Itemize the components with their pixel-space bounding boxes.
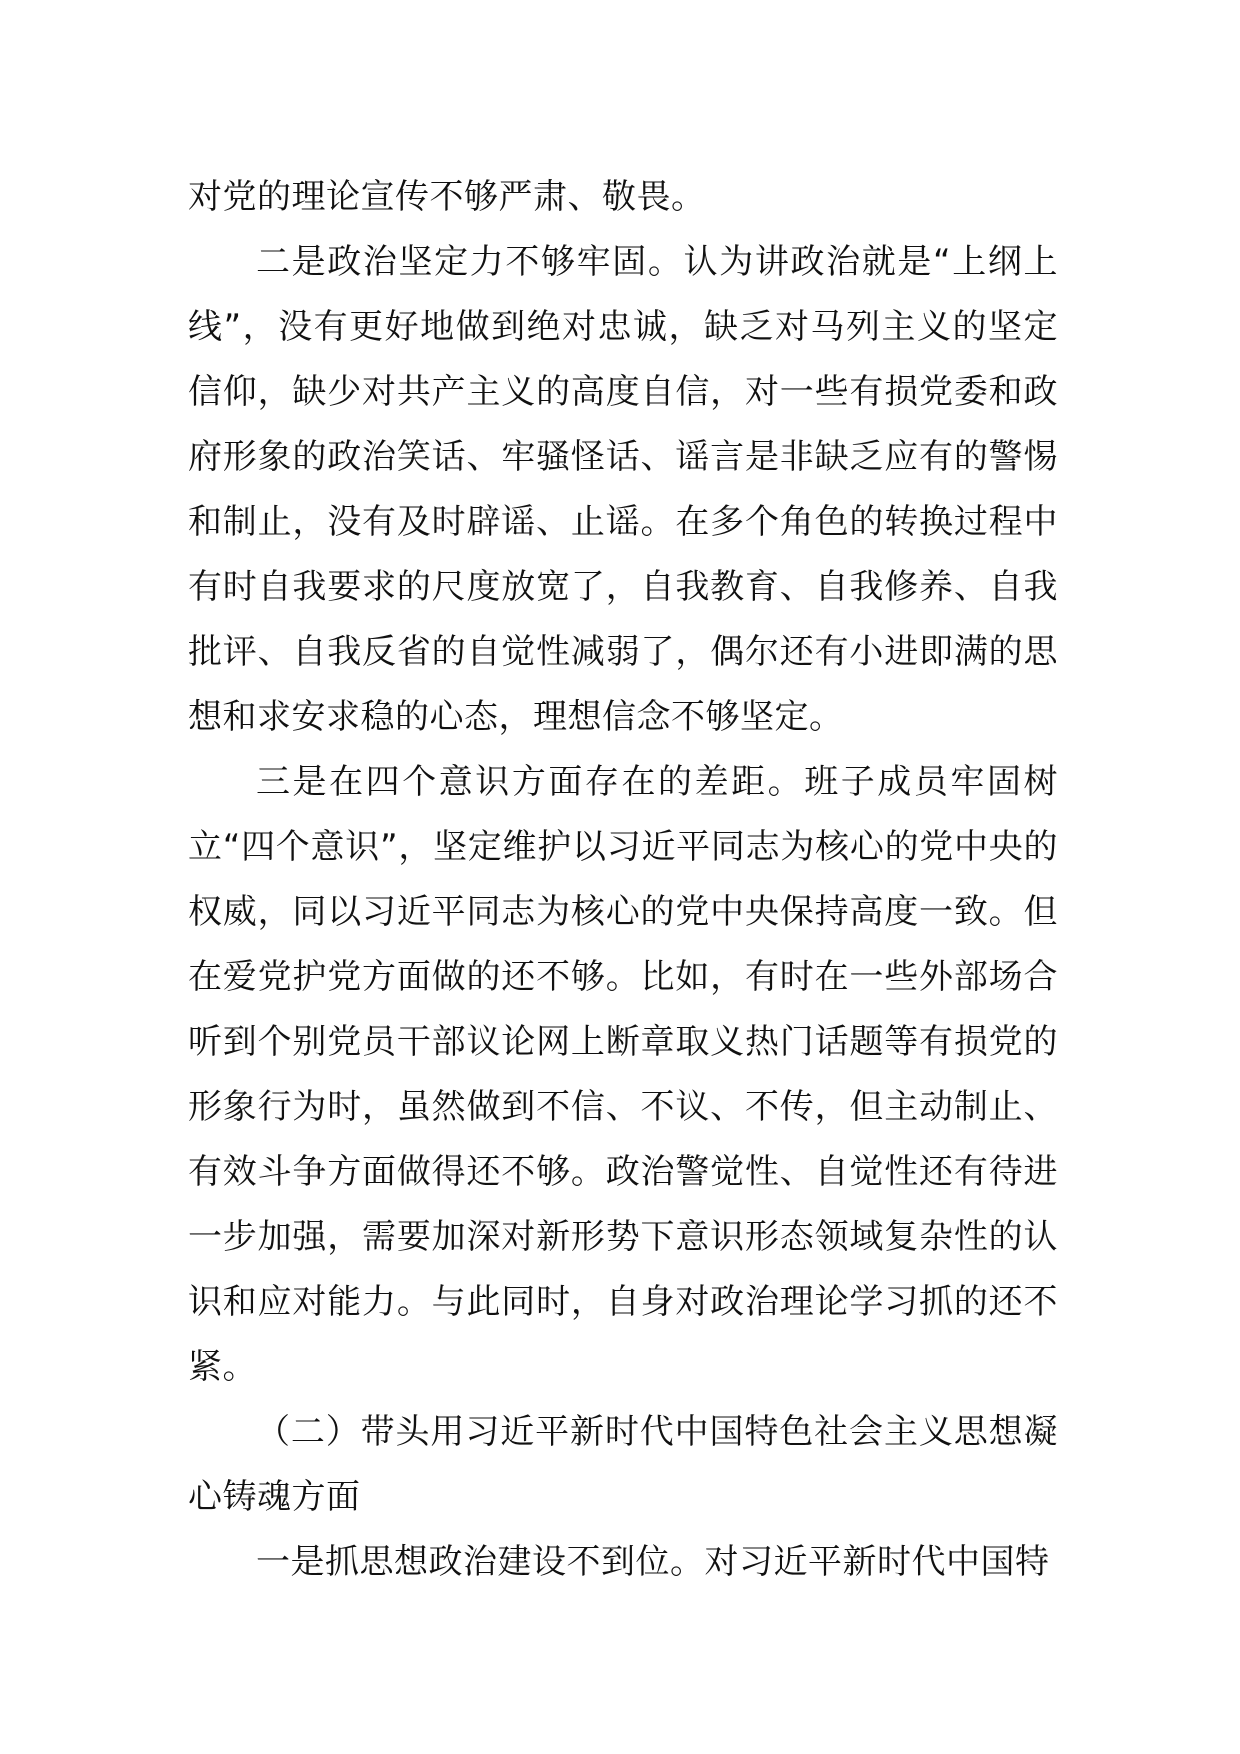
paragraph-political-firmness: 二是政治坚定力不够牢固。认为讲政治就是“上纲上线”，没有更好地做到绝对忠诚，缺乏对马列主义的坚定信仰，缺少对共产主义的高度自信，对一些有损党委和政府形象的政治笑话、牢骚怪话、谣言是非缺乏应有的警惕和制止，没有及时辟谣、止谣。在多个角色的转换过程中有时自我要求的尺度放宽了，自我教育、自我修养、自我批评、自我反省的自觉性减弱了，偶尔还有小进即满的思想和求安求稳的心态，理想信念不够坚定。 (188, 242, 1058, 737)
paragraph-four-consciousness: 三是在四个意识方面存在的差距。班子成员牢固树立“四个意识”，坚定维护以习近平同志为核心的党中央的权威，同以习近平同志为核心的党中央保持高度一致。但在爱党护党方面做的还不够。比如，有时在一些外部场合听到个别党员干部议论网上断章取义热门话题等有损党的形象行为时，虽然做到不信、不议、不传，但主动制止、有效斗争方面做得还不够。政治警觉性、自觉性还有待进一步加强，需要加深对新形势下意识形态领域复杂性的认识和应对能力。与此同时，自身对政治理论学习抓的还不紧。 (188, 762, 1058, 1387)
paragraph-continuation: 对党的理论宣传不够严肃、敬畏。 (188, 177, 706, 217)
section-heading-two: （二）带头用习近平新时代中国特色社会主义思想凝心铸魂方面 (188, 1412, 1058, 1517)
document-body (188, 165, 1058, 1595)
paragraph-ideological-building: 一是抓思想政治建设不到位。对习近平新时代中国特 (256, 1542, 1050, 1582)
